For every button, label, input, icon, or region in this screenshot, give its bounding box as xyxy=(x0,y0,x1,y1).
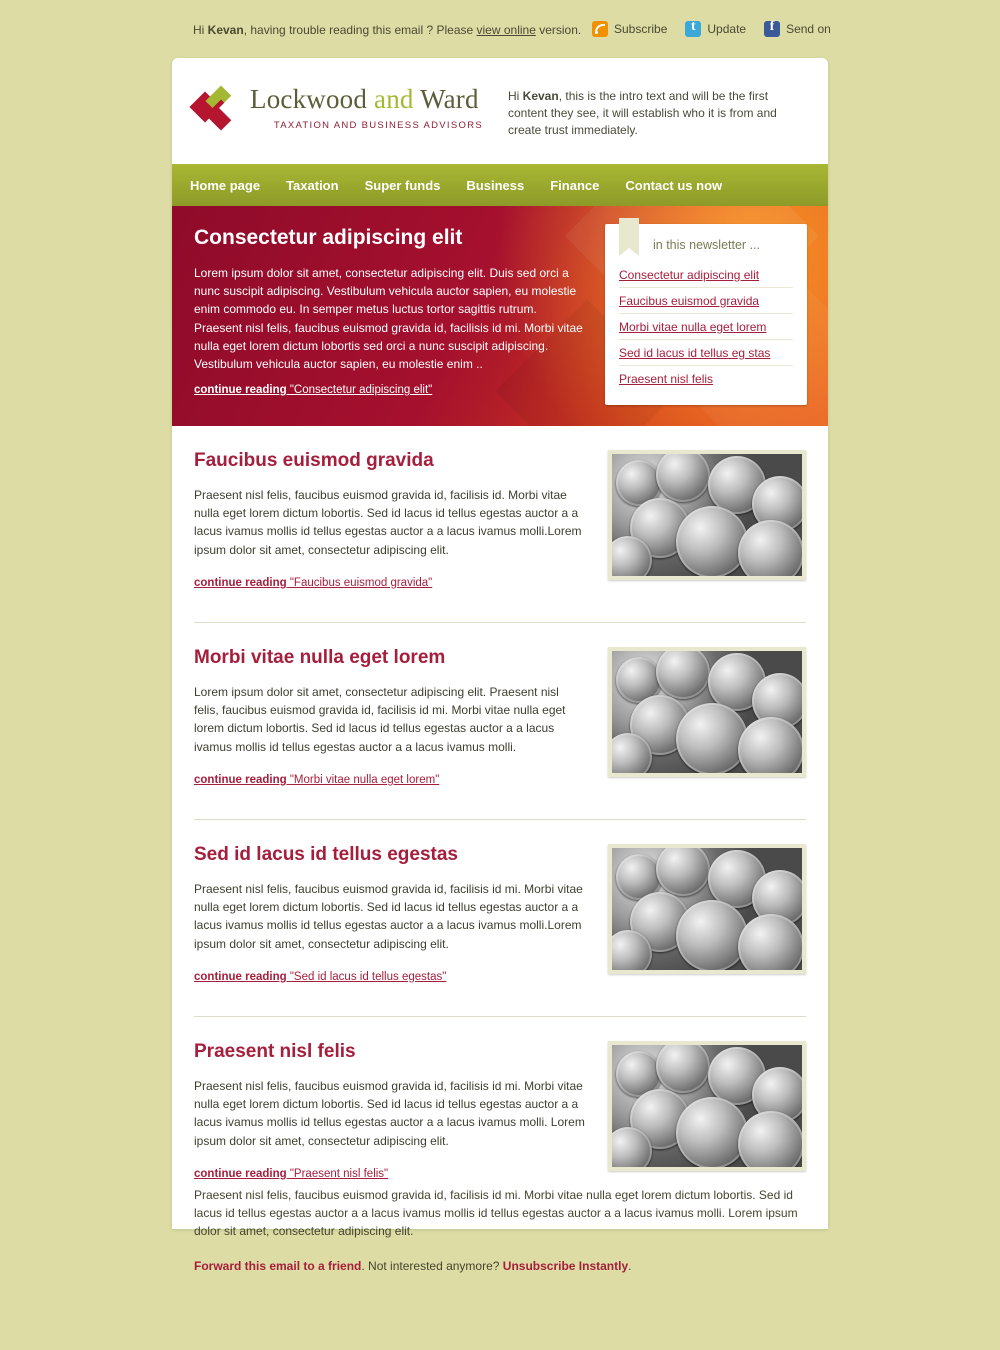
hero-title: Consectetur adipiscing elit xyxy=(194,226,463,249)
article-continue-reading-link[interactable] xyxy=(194,1168,388,1180)
intro-body: , this is the intro text and will be the first content they see, it will establish who it is from and create trust immediately. xyxy=(508,89,777,137)
article-title: Morbi vitae nulla eget lorem xyxy=(194,647,446,668)
nav-item-business[interactable]: Business xyxy=(466,177,525,193)
coins-photo xyxy=(612,848,802,970)
article-cta-rest: "Praesent nisl felis" xyxy=(289,1167,389,1180)
nav-item-finance[interactable]: Finance xyxy=(550,177,600,193)
nav-item-home-page[interactable]: Home page xyxy=(190,177,261,193)
preheader-recipient-name: Kevan xyxy=(207,23,244,37)
intro-text xyxy=(508,88,803,139)
list-item[interactable] xyxy=(619,288,793,314)
list-item[interactable] xyxy=(619,262,793,288)
hero-continue-reading-link[interactable] xyxy=(194,384,432,396)
article-title: Praesent nisl felis xyxy=(194,1041,356,1062)
article-body: Praesent nisl felis, faucibus euismod gravida id, facilisis id mi. Morbi vitae nulla eget lorem dictum lobortis. Sed id lacus id tellus egestas auctor a a lacus ivamus mollis id tellus egestas auctor a a lacus ivamus molli.Lorem ipsum dolor sit amet, consectetur adipiscing elit. xyxy=(194,882,583,951)
article-cta-strong: continue reading xyxy=(194,773,290,786)
article-body: Lorem ipsum dolor sit amet, consectetur adipiscing elit. Praesent nisl felis, faucibus euismod gravida id, facilisis id mi. Morbi vitae nulla eget lorem dictum lobortis. Sed id lacus id tellus egestas auctor a a lacus ivamus mollis id tellus egestas auctor a a lacus ivamus molli. xyxy=(194,685,566,754)
social-send-on[interactable] xyxy=(764,21,831,37)
preheader-greeting-end: version. xyxy=(535,23,582,37)
article-item-2 xyxy=(194,623,806,820)
article-item-1 xyxy=(194,426,806,623)
article-cta-strong: continue reading xyxy=(194,1167,290,1180)
email-header xyxy=(172,58,828,164)
article-title: Faucibus euismod gravida xyxy=(194,450,434,471)
newsletter-box-title: in this newsletter ... xyxy=(653,238,760,252)
article-continue-reading-link[interactable] xyxy=(194,774,439,786)
footer-end-text: . xyxy=(628,1258,632,1273)
hero-cta-rest: "Consectetur adipiscing elit" xyxy=(289,384,433,396)
in-this-newsletter-box xyxy=(605,224,807,405)
footer-body: Praesent nisl felis, faucibus euismod gravida id, facilisis id mi. Morbi vitae nulla eget lorem dictum lobortis. Sed id lacus id tellus egestas auctor a a lacus ivamus mollis id tellus egestas auctor a a lacus ivamus molli. Lorem ipsum dolor sit amet, consectetur adipiscing elit. xyxy=(194,1188,798,1239)
preheader-greeting-suffix: , having trouble reading this email ? Please xyxy=(243,23,477,37)
intro-recipient-name: Kevan xyxy=(522,89,559,103)
nav-item-taxation[interactable]: Taxation xyxy=(286,177,339,193)
newsletter-link-4[interactable]: Sed id lacus id tellus eg stas xyxy=(619,346,771,360)
social-subscribe[interactable] xyxy=(592,21,667,37)
brand-name-part1: Lockwood xyxy=(250,84,375,114)
diamond-logo-icon xyxy=(194,90,248,126)
footer-middle-text: . Not interested anymore? xyxy=(361,1258,503,1273)
list-item[interactable] xyxy=(619,366,793,391)
article-continue-reading-link[interactable] xyxy=(194,577,432,589)
article-cta-rest: "Morbi vitae nulla eget lorem" xyxy=(289,773,440,786)
coins-photo xyxy=(612,454,802,576)
article-thumbnail[interactable] xyxy=(608,647,806,777)
rss-icon xyxy=(592,21,608,37)
newsletter-link-5[interactable]: Praesent nisl felis xyxy=(619,372,714,386)
article-continue-reading-link[interactable] xyxy=(194,971,446,983)
unsubscribe-link[interactable]: Unsubscribe Instantly xyxy=(502,1258,629,1273)
newsletter-box-list xyxy=(605,262,807,391)
nav-item-contact-us-now[interactable]: Contact us now xyxy=(625,177,723,193)
footer-legal xyxy=(172,1259,828,1273)
brand-name-part2: Ward xyxy=(413,84,479,114)
social-links xyxy=(592,21,849,37)
twitter-icon xyxy=(685,21,701,37)
brand-logo[interactable] xyxy=(194,84,494,142)
hero-continue-reading[interactable] xyxy=(194,384,432,396)
coins-photo xyxy=(612,651,802,773)
article-body: Praesent nisl felis, faucibus euismod gravida id, facilisis id. Morbi vitae nulla eget lorem dictum lobortis. Sed id lacus id tellus egestas auctor a a lacus ivamus mollis id tellus egestas auctor a a lacus ivamus molli.Lorem ipsum dolor sit amet, consectetur adipiscing elit. xyxy=(194,488,582,557)
article-title: Sed id lacus id tellus egestas xyxy=(194,844,458,865)
nav-item-super-funds[interactable]: Super funds xyxy=(364,177,441,193)
brand-tagline: TAXATION AND BUSINESS ADVISORS xyxy=(273,120,483,131)
ribbon-icon xyxy=(619,218,639,256)
coins-photo xyxy=(612,1045,802,1167)
social-update[interactable] xyxy=(685,21,746,37)
brand-name xyxy=(250,84,483,115)
email-footer xyxy=(172,1186,828,1273)
social-send-on-label: Send on xyxy=(786,22,831,36)
article-thumbnail[interactable] xyxy=(608,1041,806,1171)
article-item-4 xyxy=(194,1017,806,1213)
preheader-bar xyxy=(0,0,1000,58)
article-cta-rest: "Faucibus euismod gravida" xyxy=(289,576,433,589)
social-update-label: Update xyxy=(707,22,747,36)
hero-body: Lorem ipsum dolor sit amet, consectetur adipiscing elit. Duis sed orci a nunc suscipit adipiscing. Vestibulum vehicula auctor sapien, eu molestie enim commodo eu. In semper metus luctus tortor sagittis rutrum. Praesent nisl felis, faucibus euismod gravida id, facilisis id mi. Morbi vitae nulla eget lorem dictum lobortis sed orci a nunc suscipit adipiscing. Vestibulum vehicula auctor sapien, eu molestie enim .. xyxy=(194,266,583,372)
facebook-icon xyxy=(764,21,780,37)
email-body-card xyxy=(172,58,828,1229)
article-thumbnail[interactable] xyxy=(608,450,806,580)
social-subscribe-label: Subscribe xyxy=(614,22,668,36)
list-item[interactable] xyxy=(619,340,793,366)
intro-prefix: Hi xyxy=(508,89,523,103)
article-body: Praesent nisl felis, faucibus euismod gravida id, facilisis id mi. Morbi vitae nulla eget lorem dictum lobortis. Sed id lacus id tellus egestas auctor a a lacus ivamus mollis id tellus egestas auctor a a lacus ivamus molli. Lorem ipsum dolor sit amet, consectetur adipiscing elit. xyxy=(194,1079,585,1148)
brand-name-and: and xyxy=(374,84,414,114)
view-online-link[interactable]: view online xyxy=(476,23,536,37)
brand-logo-text xyxy=(250,84,483,131)
preheader-greeting-prefix: Hi xyxy=(193,23,208,37)
article-thumbnail[interactable] xyxy=(608,844,806,974)
preheader-message xyxy=(193,23,581,37)
hero-cta-strong: continue reading xyxy=(194,384,290,396)
main-navigation xyxy=(172,164,828,206)
article-list xyxy=(172,426,828,1229)
list-item[interactable] xyxy=(619,314,793,340)
article-cta-strong: continue reading xyxy=(194,970,290,983)
article-item-3 xyxy=(194,820,806,1017)
forward-to-friend-link[interactable]: Forward this email to a friend xyxy=(194,1258,362,1273)
hero-feature-article xyxy=(172,206,828,426)
article-cta-rest: "Sed id lacus id tellus egestas" xyxy=(289,970,447,983)
newsletter-link-1[interactable]: Consectetur adipiscing elit xyxy=(619,268,760,282)
article-cta-strong: continue reading xyxy=(194,576,290,589)
newsletter-link-3[interactable]: Morbi vitae nulla eget lorem xyxy=(619,320,767,334)
newsletter-link-2[interactable]: Faucibus euismod gravida xyxy=(619,294,760,308)
